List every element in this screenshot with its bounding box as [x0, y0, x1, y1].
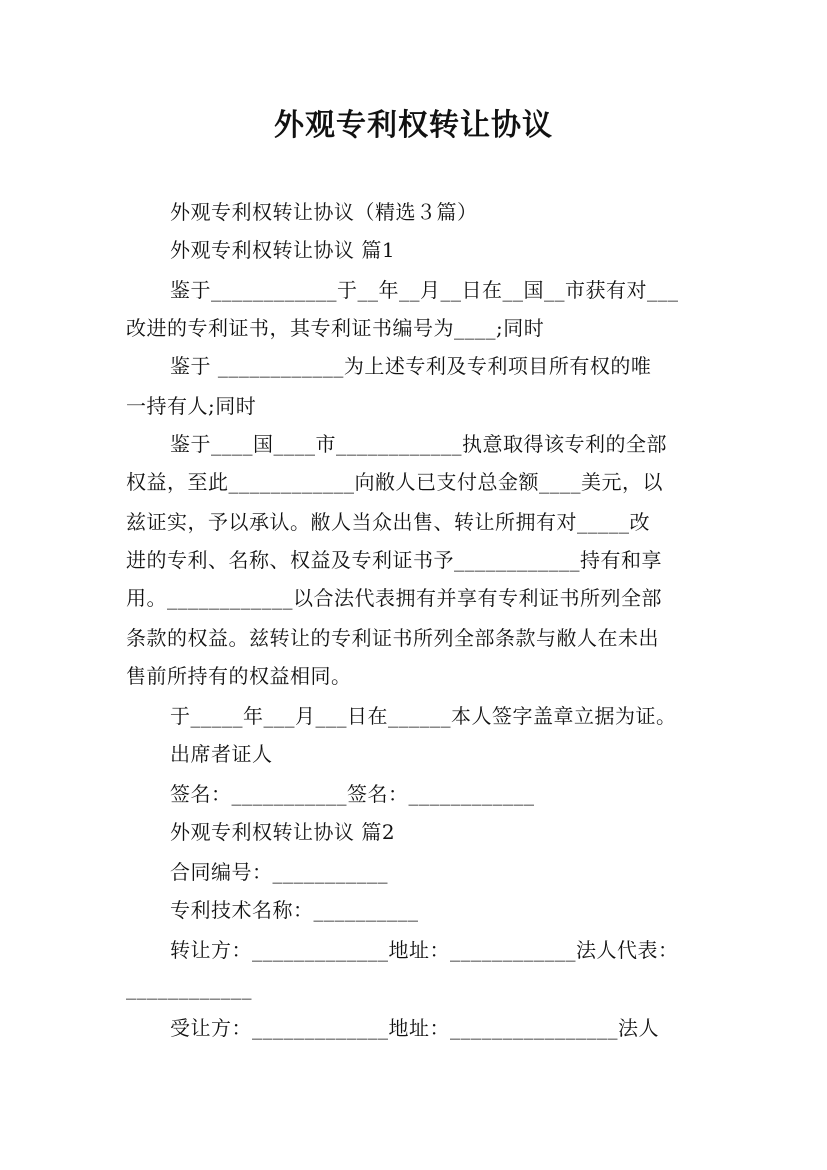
paragraph-line: 合同编号：___________ — [170, 860, 388, 884]
paragraph-line: 鉴于____国____市____________执意取得该专利的全部 — [170, 432, 667, 456]
paragraph-line: 出席者证人 — [170, 742, 273, 766]
paragraph-line: 外观专利权转让协议 篇1 — [170, 238, 396, 262]
paragraph-line: 权益，至此____________向敝人已支付总金额____美元，以 — [126, 470, 663, 494]
paragraph-line: 鉴于 ____________为上述专利及专利项目所有权的唯 — [170, 354, 652, 378]
paragraph-line: 受让方：_____________地址：________________法人 — [170, 1016, 659, 1040]
paragraph-line: 改进的专利证书，其专利证书编号为____;同时 — [126, 316, 545, 340]
paragraph-line: 签名：___________签名：____________ — [170, 782, 535, 806]
paragraph-line: 专利技术名称：__________ — [170, 898, 419, 922]
document-title: 外观专利权转让协议 — [274, 108, 553, 143]
paragraph-line: 一持有人;同时 — [126, 394, 257, 418]
paragraph-line: 外观专利权转让协议 篇2 — [170, 820, 396, 844]
paragraph-line: 进的专利、名称、权益及专利证书予____________持有和享 — [126, 548, 662, 572]
paragraph-line: 转让方：_____________地址：____________法人代表： — [170, 938, 679, 962]
paragraph-line: 售前所持有的权益相同。 — [126, 664, 352, 688]
paragraph-line: 鉴于____________于__年__月__日在__国__市获有对___ — [170, 278, 679, 302]
paragraph-line: 用。____________以合法代表拥有并享有专利证书所列全部 — [126, 586, 662, 610]
paragraph-line: 兹证实，予以承认。敝人当众出售、转让所拥有对_____改 — [126, 510, 650, 534]
paragraph-line: 外观专利权转让协议（精选３篇） — [170, 200, 478, 224]
paragraph-line: ____________ — [126, 976, 252, 1000]
paragraph-line: 于_____年___月___日在______本人签字盖章立据为证。 — [170, 704, 677, 728]
paragraph-line: 条款的权益。兹转让的专利证书所列全部条款与敝人在未出 — [126, 626, 659, 650]
